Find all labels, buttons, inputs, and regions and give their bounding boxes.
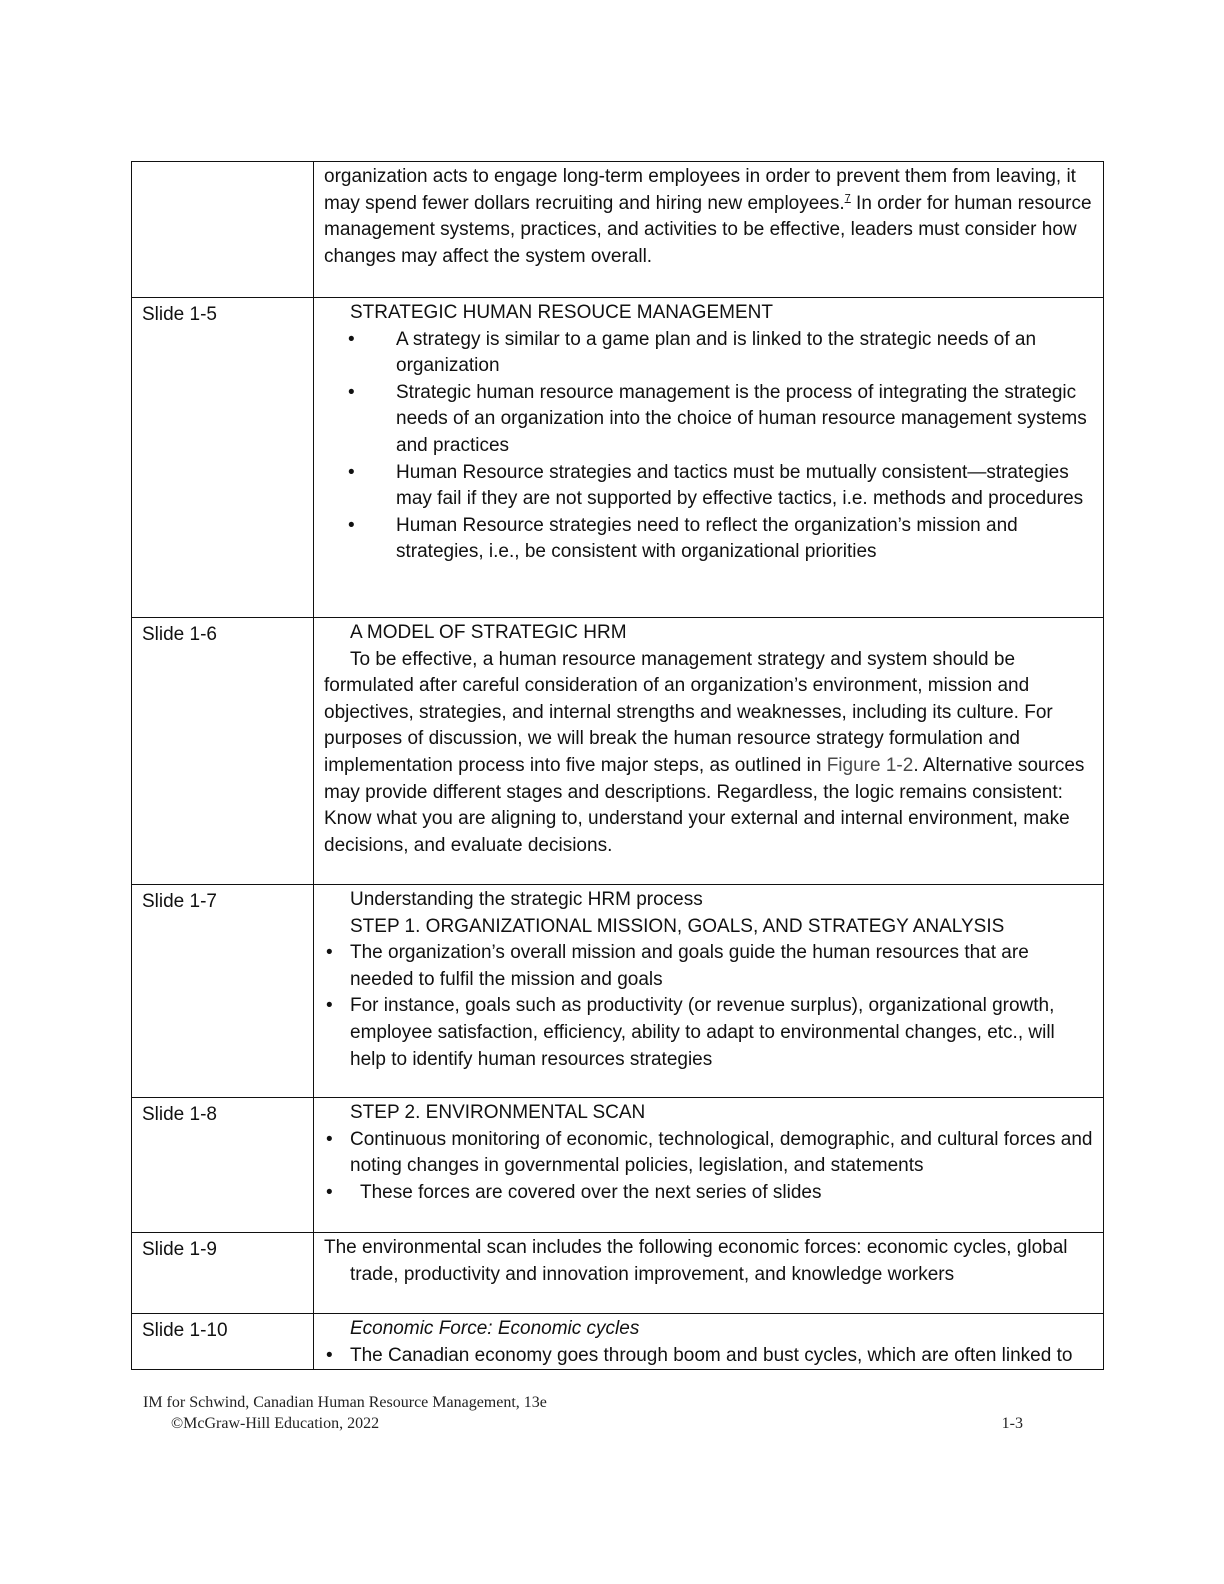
slide-label-cell (132, 298, 314, 618)
bullet-list (324, 1127, 1095, 1207)
content-cell (314, 618, 1104, 885)
footnote-ref[interactable]: 7 (844, 192, 851, 205)
bullet-list (324, 327, 1095, 566)
footer-copyright: ©McGraw-Hill Education, 2022 (171, 1415, 380, 1432)
slide-label-cell (132, 1314, 314, 1370)
content-cell (314, 1233, 1104, 1314)
slide-label: Slide 1-9 (142, 1239, 217, 1260)
list-item: • Strategic human resource management is the process of integrating the strategic needs of an organization into the choice of human resource management systems and practices (324, 380, 1095, 460)
footer-line (143, 1413, 1023, 1434)
slide-label-cell (132, 618, 314, 885)
list-item: • For instance, goals such as productivity (or revenue surplus), organizational growth, employee satisfaction, efficiency, ability to adapt to environmental changes, etc., will help to identify human resources strategies (324, 993, 1095, 1073)
section-heading: STRATEGIC HUMAN RESOUCE MANAGEMENT (350, 302, 773, 323)
table-row (132, 1098, 1104, 1233)
slide-label: Slide 1-5 (142, 304, 217, 325)
section-heading: A MODEL OF STRATEGIC HRM (350, 622, 627, 643)
section-heading: STEP 1. ORGANIZATIONAL MISSION, GOALS, AND STRATEGY ANALYSIS (350, 915, 1005, 937)
table-row (132, 162, 1104, 298)
table-row (132, 1233, 1104, 1314)
table-row (132, 618, 1104, 885)
list-item: • A strategy is similar to a game plan and is linked to the strategic needs of an organization (324, 327, 1095, 380)
table-row (132, 1314, 1104, 1370)
list-item: • Continuous monitoring of economic, technological, demographic, and cultural forces and noting changes in governmental policies, legislation, and statements (324, 1127, 1095, 1180)
content-cell (314, 162, 1104, 298)
slide-label-cell (132, 162, 314, 298)
body-paragraph: The environmental scan includes the following economic forces: economic cycles, global trade, productivity and innovation improvement, and knowledge workers (324, 1237, 1068, 1285)
slide-label: Slide 1-7 (142, 891, 217, 912)
list-item: • Human Resource strategies need to reflect the organization’s mission and strategies, i.e., be consistent with organizational priorities (324, 513, 1095, 566)
slide-label-cell (132, 885, 314, 1098)
slide-label: Slide 1-10 (142, 1320, 228, 1341)
bullet-list (324, 1343, 1095, 1370)
slide-label-cell (132, 1233, 314, 1314)
slide-label: Slide 1-8 (142, 1104, 217, 1125)
content-cell (314, 1098, 1104, 1233)
slides-notes-table (131, 161, 1104, 1370)
page-footer (143, 1392, 1023, 1434)
list-item: • These forces are covered over the next series of slides (324, 1180, 1095, 1207)
section-subheading: Understanding the strategic HRM process (350, 889, 703, 910)
list-item: • Human Resource strategies and tactics must be mutually consistent—strategies may fail if they are not supported by effective tactics, i.e. methods and procedures (324, 460, 1095, 513)
slide-label: Slide 1-6 (142, 624, 217, 645)
body-paragraph: organization acts to engage long-term employees in order to prevent them from leaving, it may spend fewer dollars recruiting and hiring new employees.$^7$ In order for human resource management systems, practices, and activities to be effective, leaders must consider how changes may affect the system overall. (324, 166, 1092, 267)
section-heading: Economic Force: Economic cycles (350, 1318, 640, 1339)
bullet-list (324, 940, 1095, 1073)
content-cell (314, 298, 1104, 618)
table-row (132, 298, 1104, 618)
body-paragraph: To be effective, a human resource management strategy and system should be formulated after careful consideration of an organization’s environment, mission and objectives, strategies, and internal strengths and weaknesses, including its culture. For purposes of discussion, we will break the human resource strategy formulation and implementation process into five major steps, as outlined in Figure 1-2. Alternative sources may provide different stages and descriptions. Regardless, the logic remains consistent: Know what you are aligning to, understand your external and internal environment, make decisions, and evaluate decisions. (324, 648, 1085, 856)
list-item: • The Canadian economy goes through boom and bust cycles, which are often linked to (324, 1343, 1095, 1370)
content-cell (314, 1314, 1104, 1370)
table-row (132, 885, 1104, 1098)
footer-book-title: IM for Schwind, Canadian Human Resource Management, 13e (143, 1394, 547, 1411)
content-cell (314, 885, 1104, 1098)
section-heading: STEP 2. ENVIRONMENTAL SCAN (350, 1102, 646, 1123)
figure-link[interactable]: Figure 1-2 (826, 754, 914, 776)
list-item: • The organization’s overall mission and goals guide the human resources that are needed to fulfil the mission and goals (324, 940, 1095, 993)
slide-label-cell (132, 1098, 314, 1233)
page-number: 1-3 (1001, 1415, 1023, 1432)
